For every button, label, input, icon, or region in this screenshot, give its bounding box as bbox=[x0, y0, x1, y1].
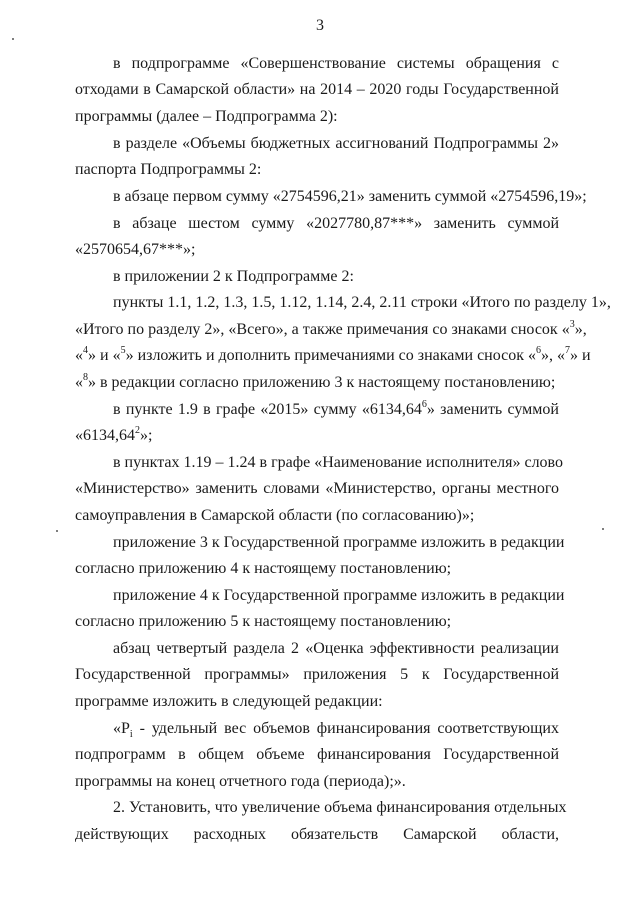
paragraph-4-line-1: в абзаце шестом сумму «2027780,87***» заменить суммой bbox=[113, 215, 559, 232]
paragraph-9-line-1: приложение 3 к Государственной программе изложить в редакции bbox=[113, 534, 565, 551]
paragraph-12-line-3: программы на конец отчетного года (периода);». bbox=[75, 773, 406, 790]
paragraph-7-line-1: в пункте 1.9 в графе «2015» сумму «6134,64$^6$» заменить суммой bbox=[113, 398, 559, 418]
paragraph-7-line-2: «6134,64$^2$»; bbox=[75, 424, 153, 444]
footnote-sup-2: 2 bbox=[135, 424, 140, 436]
paragraph-12-line-2: подпрограмм в общем объеме финансирования Государственной bbox=[75, 746, 559, 763]
footnote-sup-4: 4 bbox=[83, 344, 88, 356]
paragraph-6-line-4: «$^8$» в редакции согласно приложению 3 к настоящему постановлению; bbox=[75, 371, 556, 391]
page-number: 3 bbox=[316, 17, 324, 34]
paragraph-3-line-1: в абзаце первом сумму «2754596,21» заменить суммой «2754596,19»; bbox=[113, 188, 587, 205]
paragraph-11-line-2: Государственной программы» приложения 5 к Государственной bbox=[75, 666, 559, 683]
paragraph-8-line-3: самоуправления в Самарской области (по согласованию)»; bbox=[75, 507, 475, 524]
paragraph-1-line-1: в подпрограмме «Совершенствование системы обращения с bbox=[113, 55, 559, 72]
subscript-i: i bbox=[129, 729, 133, 741]
paragraph-1-line-2: отходами в Самарской области» на 2014 – 2020 годы Государственной bbox=[75, 81, 559, 98]
paragraph-8-line-1: в пунктах 1.19 – 1.24 в графе «Наименование исполнителя» слово bbox=[113, 454, 563, 471]
scan-speck bbox=[56, 530, 58, 532]
footnote-sup-6: 6 bbox=[536, 344, 542, 356]
paragraph-6-line-1: пункты 1.1, 1.2, 1.3, 1.5, 1.12, 1.14, 2.4, 2.11 строки «Итого по разделу 1», bbox=[113, 294, 611, 311]
paragraph-1-line-3: программы (далее – Подпрограмма 2): bbox=[75, 108, 338, 125]
paragraph-2-line-1: в разделе «Объемы бюджетных ассигнований Подпрограммы 2» bbox=[113, 135, 559, 152]
paragraph-5-line-1: в приложении 2 к Подпрограмме 2: bbox=[113, 268, 354, 285]
paragraph-13-line-2: действующих расходных обязательств Самарской области, bbox=[75, 826, 559, 843]
footnote-sup-5: 5 bbox=[120, 344, 126, 356]
footnote-sup-7: 7 bbox=[565, 344, 571, 356]
scan-speck bbox=[12, 38, 14, 40]
paragraph-10-line-2: согласно приложению 5 к настоящему постановлению; bbox=[75, 613, 452, 630]
paragraph-10-line-1: приложение 4 к Государственной программе изложить в редакции bbox=[113, 587, 565, 604]
paragraph-11-line-1: абзац четвертый раздела 2 «Оценка эффективности реализации bbox=[113, 640, 559, 657]
footnote-sup-3: 3 bbox=[569, 318, 575, 330]
scan-speck bbox=[602, 528, 604, 530]
paragraph-6-line-2: «Итого по разделу 2», «Всего», а также примечания со знаками сносок «$^3$», bbox=[75, 318, 587, 338]
paragraph-9-line-2: согласно приложению 4 к настоящему постановлению; bbox=[75, 560, 452, 577]
paragraph-2-line-2: паспорта Подпрограммы 2: bbox=[75, 161, 262, 178]
footnote-sup-6b: 6 bbox=[421, 398, 427, 410]
paragraph-11-line-3: программе изложить в следующей редакции: bbox=[75, 693, 383, 710]
footnote-sup-8: 8 bbox=[83, 371, 88, 383]
paragraph-6-line-3: «$^4$» и «$^5$» изложить и дополнить примечаниями со знаками сносок «$^6$», «$^7$» и bbox=[75, 344, 591, 364]
paragraph-8-line-2: «Министерство» заменить словами «Министерство, органы местного bbox=[75, 480, 559, 497]
paragraph-12-line-1: «$P_i$ - удельный вес объемов финансирования соответствующих bbox=[113, 720, 559, 741]
paragraph-13-line-1: 2. Установить, что увеличение объема финансирования отдельных bbox=[113, 799, 567, 816]
paragraph-4-line-2: «2570654,67***»; bbox=[75, 241, 196, 258]
